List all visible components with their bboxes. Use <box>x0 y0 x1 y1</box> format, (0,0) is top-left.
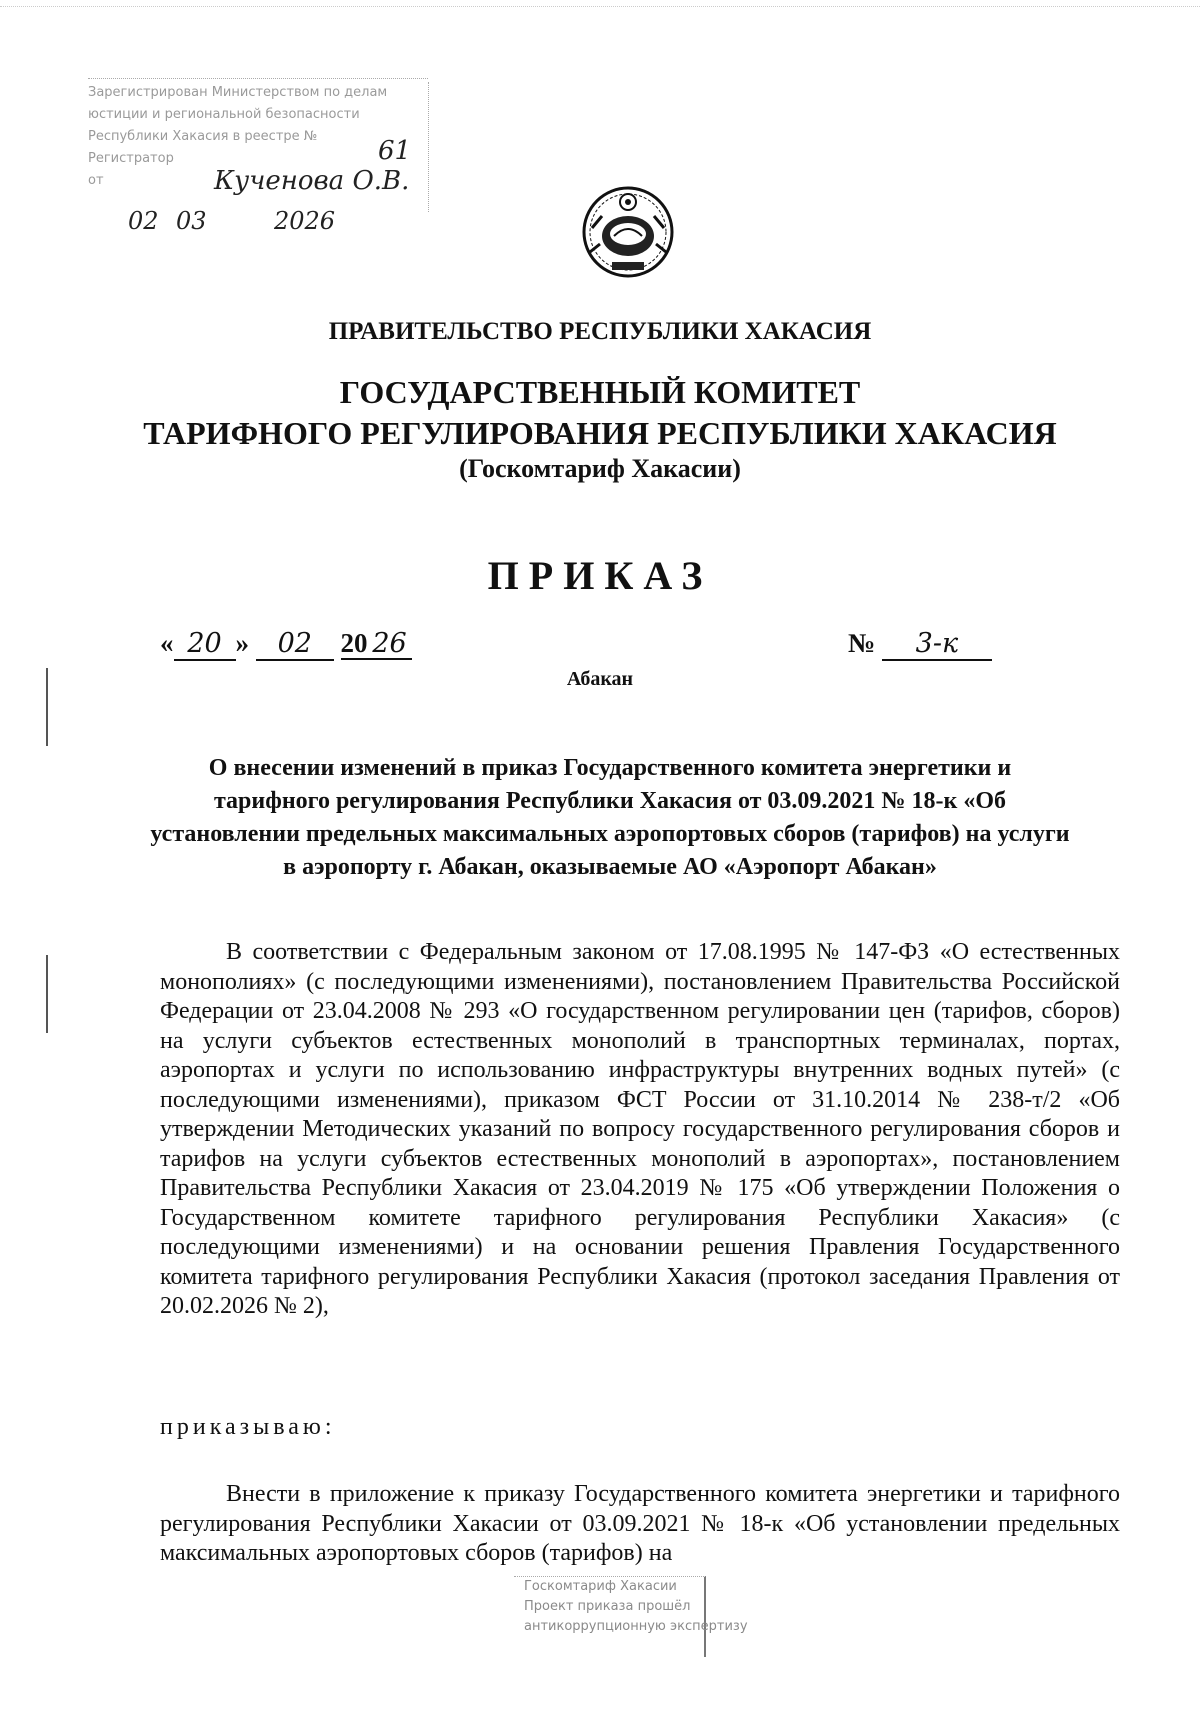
stamp-line: антикоррупционную экспертизу <box>524 1619 748 1634</box>
order-year-prefix: 20 <box>340 628 368 658</box>
government-title: ПРАВИТЕЛЬСТВО РЕСПУБЛИКИ ХАКАСИЯ <box>328 318 872 345</box>
quote-close: » <box>235 628 249 658</box>
quote-open: « <box>160 628 174 658</box>
preamble-paragraph: В соответствии с Федеральным законом от 17.08.1995 № 147-ФЗ «О естественных монополиях» (с последующими изменениями), постановлением Правительства Российской Федерации от 23.04.2008 № 293 «О государственном регулировании цен (тарифов, сборов) на услуги субъектов естественных монополий в транспортных терминалах, портах, аэропортах и услуги по использованию инфраструктуры внутренних водных путей» (с последующими изменениями), приказом ФСТ России от 31.10.2014 № 238-т/2 «Об утверждении Методических указаний по вопросу государственного регулирования сборов и тарифов на услуги субъектов естественных монополий в аэропортах», постановлением Правительства Республики Хакасия от 23.04.2019 № 175 «Об утверждении Положения о Государственном комитете тарифного регулирования Республики Хакасия» (с последующими изменениями) и на основании решения Правления Государственного комитета тарифного регулирования Республики Хакасия (протокол заседания Правления от 20.02.2026 № 2), <box>160 939 1120 1319</box>
decree-word: приказываю: <box>160 1414 336 1440</box>
stamp-line: от <box>88 173 104 188</box>
anticorruption-stamp <box>514 1576 748 1657</box>
stamp-line: Проект приказа прошёл <box>524 1599 691 1614</box>
order-date <box>160 628 412 661</box>
stamp-line: Госкомтариф Хакасии <box>524 1579 677 1594</box>
order-day: 20 <box>174 628 236 661</box>
order-year <box>341 628 412 660</box>
scan-artifact <box>46 955 48 1033</box>
coat-of-arms-emblem <box>578 182 678 282</box>
committee-title-line: ГОСУДАРСТВЕННЫЙ КОМИТЕТ <box>339 374 861 410</box>
stamp-border <box>88 78 428 79</box>
scan-edge <box>0 6 1200 7</box>
order-subject: О внесении изменений в приказ Государственного комитета энергетики и тарифного регулирования Республики Хакасия от 03.09.2021 № 18-к «Об установлении предельных максимальных аэропортовых сборов (тарифов) на услуги в аэропорту г. Абакан, оказываемые АО «Аэропорт Абакан» <box>150 755 1070 880</box>
number-label: № <box>848 628 876 658</box>
operative-paragraph: Внести в приложение к приказу Государственного комитета энергетики и тарифного регулирования Республики Хакасии от 03.09.2021 № 18-к «Об установлении предельных максимальных аэропортовых сборов (тарифов) на <box>160 1481 1120 1566</box>
registration-month: 03 <box>176 207 207 235</box>
committee-title-line: ТАРИФНОГО РЕГУЛИРОВАНИЯ РЕСПУБЛИКИ ХАКАСИЯ <box>143 415 1057 451</box>
order-number-value: 3-к <box>882 628 992 661</box>
stamp-line: Зарегистрирован Министерством по делам <box>88 85 388 100</box>
committee-title <box>0 372 1200 454</box>
stamp-border <box>428 82 429 212</box>
city: Абакан <box>566 668 634 690</box>
registration-day: 02 <box>128 207 159 235</box>
stamp-line: юстиции и региональной безопасности <box>88 107 360 122</box>
committee-short-name: (Госкомтариф Хакасии) <box>459 454 741 483</box>
stamp-line: Регистратор <box>88 151 174 166</box>
stamp-line: Республики Хакасия в реестре № <box>88 129 318 144</box>
registration-stamp <box>88 82 428 235</box>
order-month: 02 <box>256 628 334 661</box>
registry-number: 61 <box>378 136 412 166</box>
registration-year: 2026 <box>274 207 336 235</box>
registrar-name: Кученова О.В. <box>214 166 410 196</box>
document-type-title: ПРИКАЗ <box>487 553 713 598</box>
order-number <box>848 628 992 661</box>
order-year-suffix: 26 <box>372 628 407 659</box>
